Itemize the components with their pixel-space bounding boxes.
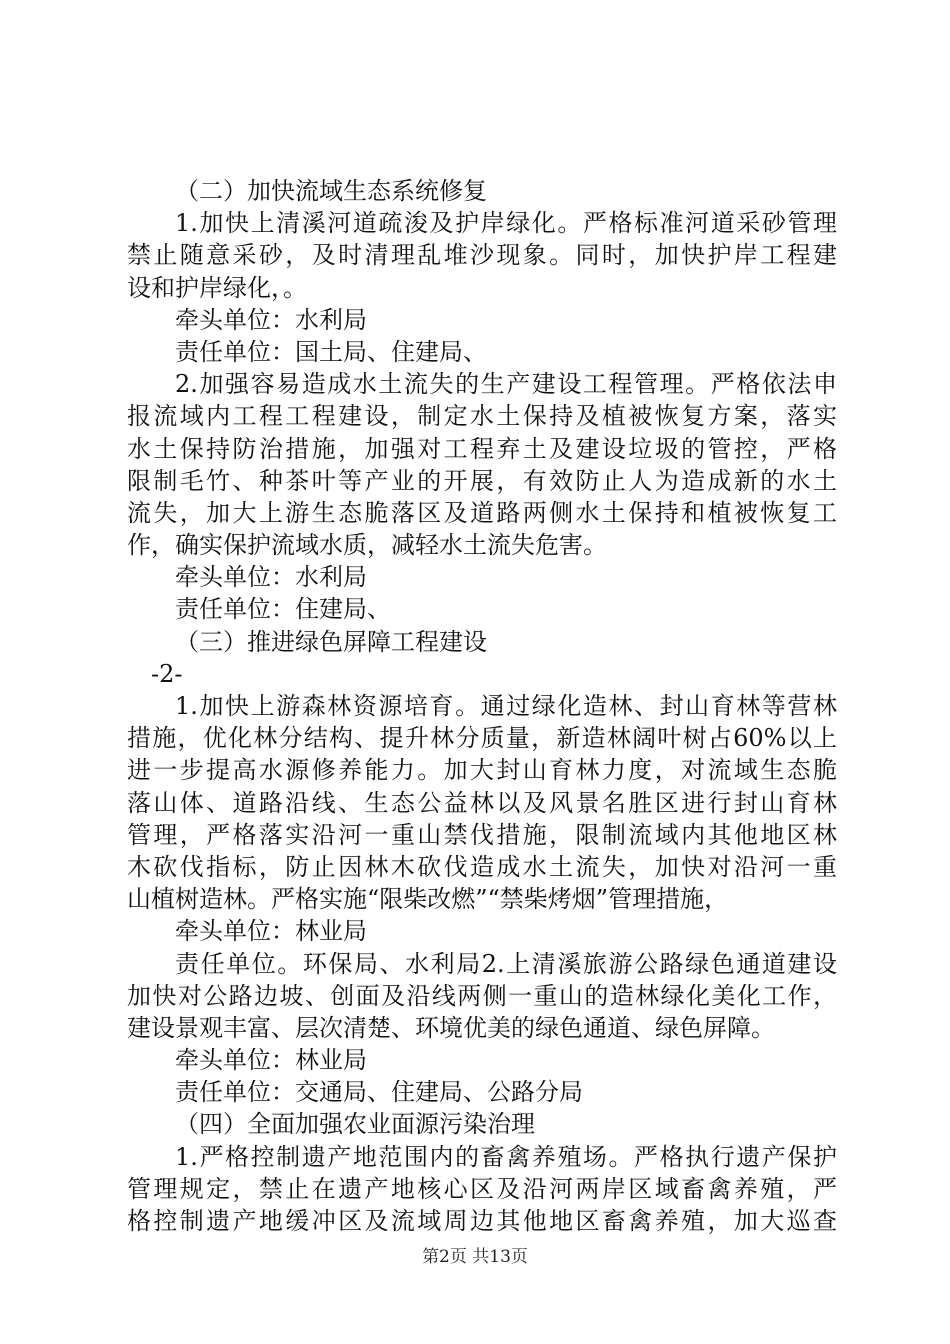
lead-unit-line: 牵头单位：林业局 <box>175 1046 367 1075</box>
lead-unit-line: 牵头单位：水利局 <box>175 563 367 592</box>
paragraph-line: 禁止随意采砂，及时清理乱堆沙现象。同时，加快护岸工程建 <box>127 241 837 270</box>
responsible-unit-line: 责任单位：住建局、 <box>175 595 391 624</box>
section-heading: （三）推进绿色屏障工程建设 <box>175 627 487 656</box>
document-body <box>127 175 837 1237</box>
paragraph-line: 限制毛竹、种茶叶等产业的开展，有效防止人为造成新的水土 <box>127 466 837 495</box>
responsible-unit-line: 责任单位：交通局、住建局、公路分局 <box>175 1078 583 1107</box>
paragraph-line: 落山体、道路沿线、生态公益林以及风景名胜区进行封山育林 <box>127 788 837 817</box>
paragraph-line: 山植树造林。严格实施“限柴改燃”“禁柴烤烟”管理措施， <box>127 885 729 914</box>
responsible-unit-line: 责任单位。环保局、水利局2.上清溪旅游公路绿色通道建设 <box>175 949 837 978</box>
paragraph-line: 1.加快上游森林资源培育。通过绿化造林、封山育林等营林 <box>175 692 837 720</box>
paragraph-line: 加快对公路边坡、创面及沿线两侧一重山的造林绿化美化工作， <box>127 981 837 1010</box>
paragraph-line: 1.严格控制遗产地范围内的畜禽养殖场。严格执行遗产保护 <box>175 1142 837 1171</box>
paragraph-line: 建设景观丰富、层次清楚、环境优美的绿色通道、绿色屏障。 <box>127 1013 775 1042</box>
paragraph-line: 流失，加大上游生态脆落区及道路两侧水土保持和植被恢复工 <box>127 498 837 527</box>
paragraph-line: 木砍伐指标，防止因林木砍伐造成水土流失，加快对沿河一重 <box>127 852 837 881</box>
paragraph-line: 进一步提高水源修养能力。加大封山育林力度，对流域生态脆 <box>127 756 837 785</box>
responsible-unit-line: 责任单位：国土局、住建局、 <box>175 337 487 366</box>
paragraph-line: 2.加强容易造成水土流失的生产建设工程管理。严格依法申 <box>175 370 837 399</box>
paragraph-line: 措施，优化林分结构、提升林分质量，新造林阔叶树占60%以上 <box>127 724 837 753</box>
lead-unit-line: 牵头单位：水利局 <box>175 305 367 334</box>
inline-page-number: -2- <box>151 659 183 688</box>
paragraph-line: 1.加快上清溪河道疏浚及护岸绿化。严格标准河道采砂管理 <box>175 209 837 238</box>
section-heading: （四）全面加强农业面源污染治理 <box>175 1110 535 1139</box>
paragraph-line: 设和护岸绿化，。 <box>127 273 307 302</box>
paragraph-line: 水土保持防治措施，加强对工程弃土及建设垃圾的管控，严格 <box>127 434 837 463</box>
page-footer: 第2页 共13页 <box>422 1247 528 1267</box>
paragraph-line: 管理，严格落实沿河一重山禁伐措施，限制流域内其他地区林 <box>127 820 837 849</box>
paragraph-line: 管理规定，禁止在遗产地核心区及沿河两岸区域畜禽养殖，严 <box>127 1174 837 1203</box>
paragraph-line: 作，确实保护流域水质，减轻水土流失危害。 <box>127 531 607 560</box>
lead-unit-line: 牵头单位：林业局 <box>175 917 367 946</box>
paragraph-line: 格控制遗产地缓冲区及流域周边其他地区畜禽养殖，加大巡查 <box>127 1207 837 1235</box>
paragraph-line: 报流域内工程工程建设，制定水土保持及植被恢复方案，落实 <box>127 402 837 431</box>
section-heading: （二）加快流域生态系统修复 <box>175 177 487 205</box>
